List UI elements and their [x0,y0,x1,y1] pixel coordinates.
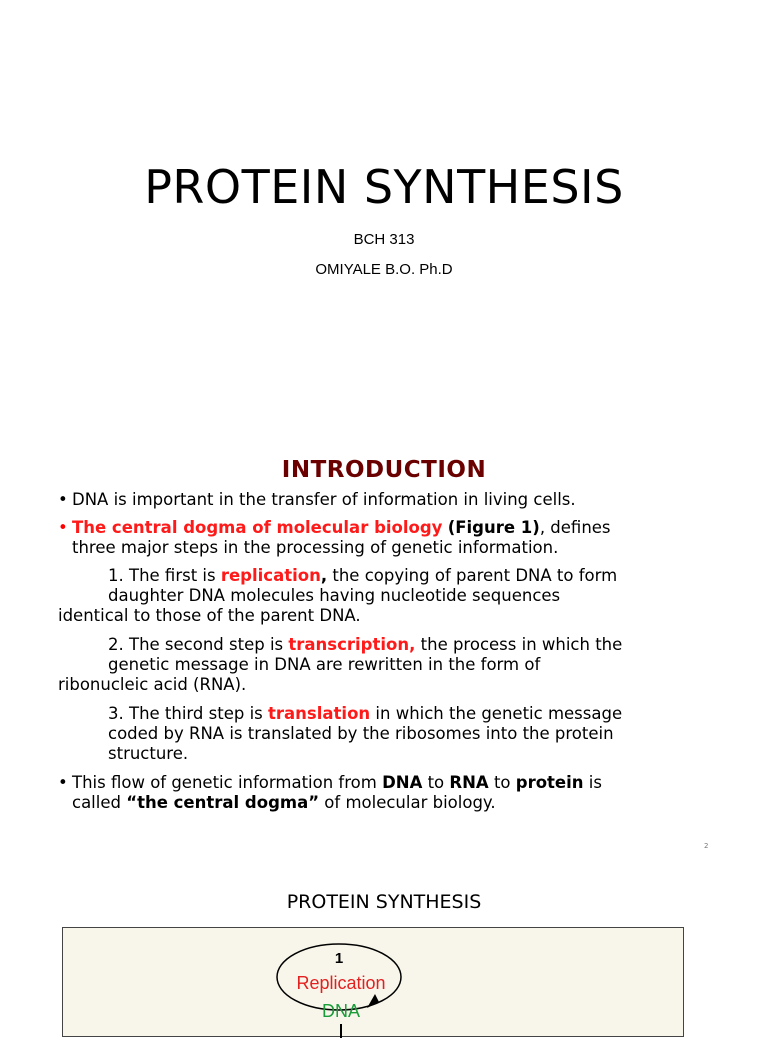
step-number-label: 1 [334,950,344,967]
replication-label: Replication [296,973,386,993]
bullet-dot: • [58,773,68,792]
central-dogma-diagram [63,928,685,1038]
author-name: OMIYALE B.O. Ph.D [315,261,453,278]
central-dogma-figure [62,927,684,1037]
step-transcription: 2. The second step is transcription, the process in which the genetic message in DNA are rewritten in the form of ribonucleic acid (RNA). [58,635,623,694]
page-number: 2 [704,842,709,850]
slide-body [58,490,718,821]
title-slide [0,0,768,420]
diagram-slide [0,880,768,1024]
slide-title: PROTEIN SYNTHESIS [144,160,624,214]
step-translation: 3. The third step is translation in which the genetic message coded by RNA is translated by the ribosomes into the protein structure. [108,704,623,763]
introduction-slide [0,440,768,860]
course-code: BCH 313 [353,231,415,248]
bullet-dot: • [58,518,68,537]
slide-title: PROTEIN SYNTHESIS [286,891,482,913]
bullet-information-flow: • This flow of genetic information from DNA to RNA to protein is called “the central dogma” of molecular biology. [58,773,602,812]
cycle-arrowhead-icon [367,994,379,1008]
slide-heading: INTRODUCTION [281,457,487,483]
bullet-dot: • [58,490,68,509]
step-replication: 1. The first is replication, the copying of parent DNA to form daughter DNA molecules having nucleotide sequences identical to those of the parent DNA. [58,566,618,625]
bullet-dna-importance: • DNA is important in the transfer of information in living cells. [58,490,576,509]
bullet-central-dogma: • The central dogma of molecular biology (Figure 1), defines three major steps in the processing of genetic information. [58,518,611,557]
dna-label: DNA [321,1001,361,1021]
